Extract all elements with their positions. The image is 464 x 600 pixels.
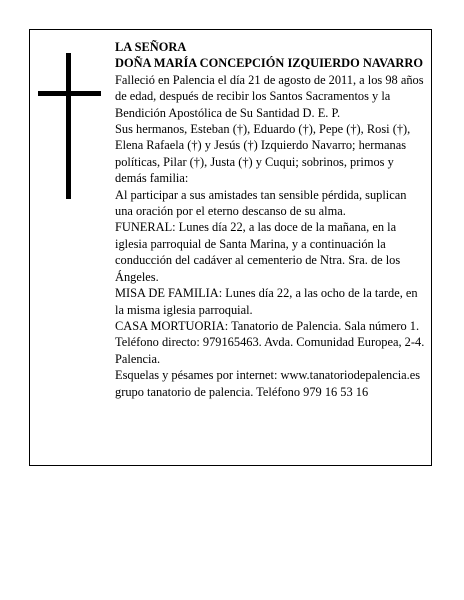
cross-horizontal-bar [38,91,101,96]
notice-text [115,39,425,400]
funeral-info: FUNERAL: Lunes día 22, a las doce de la mañana, en la iglesia parroquial de Santa Marina, y a continuación la conducción del cadáver al cementerio de Ntra. Sra. de los Ángeles. [115,220,401,284]
deceased-name: DOÑA MARÍA CONCEPCIÓN IZQUIERDO NAVARRO [115,56,423,71]
funeral-group-contact: grupo tanatorio de palencia. Teléfono 979 16 53 16 [115,384,369,399]
family-list: Sus hermanos, Esteban (†), Eduardo (†), Pepe (†), Rosi (†), Elena Rafaela (†) y Jesús (†) Izquierdo Navarro; hermanas políticas, Pilar (†), Justa (†) y Cuqui; sobrinos, primos y demás familia: [115,122,411,186]
family-mass-info: MISA DE FAMILIA: Lunes día 22, a las ocho de la tarde, en la misma iglesia parroquial. [115,286,418,317]
cross-vertical-bar [66,53,71,199]
obituary-notice [29,29,432,466]
cross-icon [38,53,101,199]
funeral-home-info: CASA MORTUORIA: Tanatorio de Palencia. Sala número 1. Teléfono directo: 979165463. Avda. Comunidad Europea, 2-4. Palencia. [115,318,425,366]
prayer-request: Al participar a sus amistades tan sensible pérdida, suplican una oración por el eterno descanso de su alma. [115,187,407,219]
death-announcement: Falleció en Palencia el día 21 de agosto de 2011, a los 98 años de edad, después de recibir los Santos Sacramentos y la Bendición Apostólica de Su Santidad D. E. P. [115,72,424,120]
condolences-info: Esquelas y pésames por internet: www.tanatoriodepalencia.es [115,368,421,383]
title-line-1: LA SEÑORA [115,40,187,54]
